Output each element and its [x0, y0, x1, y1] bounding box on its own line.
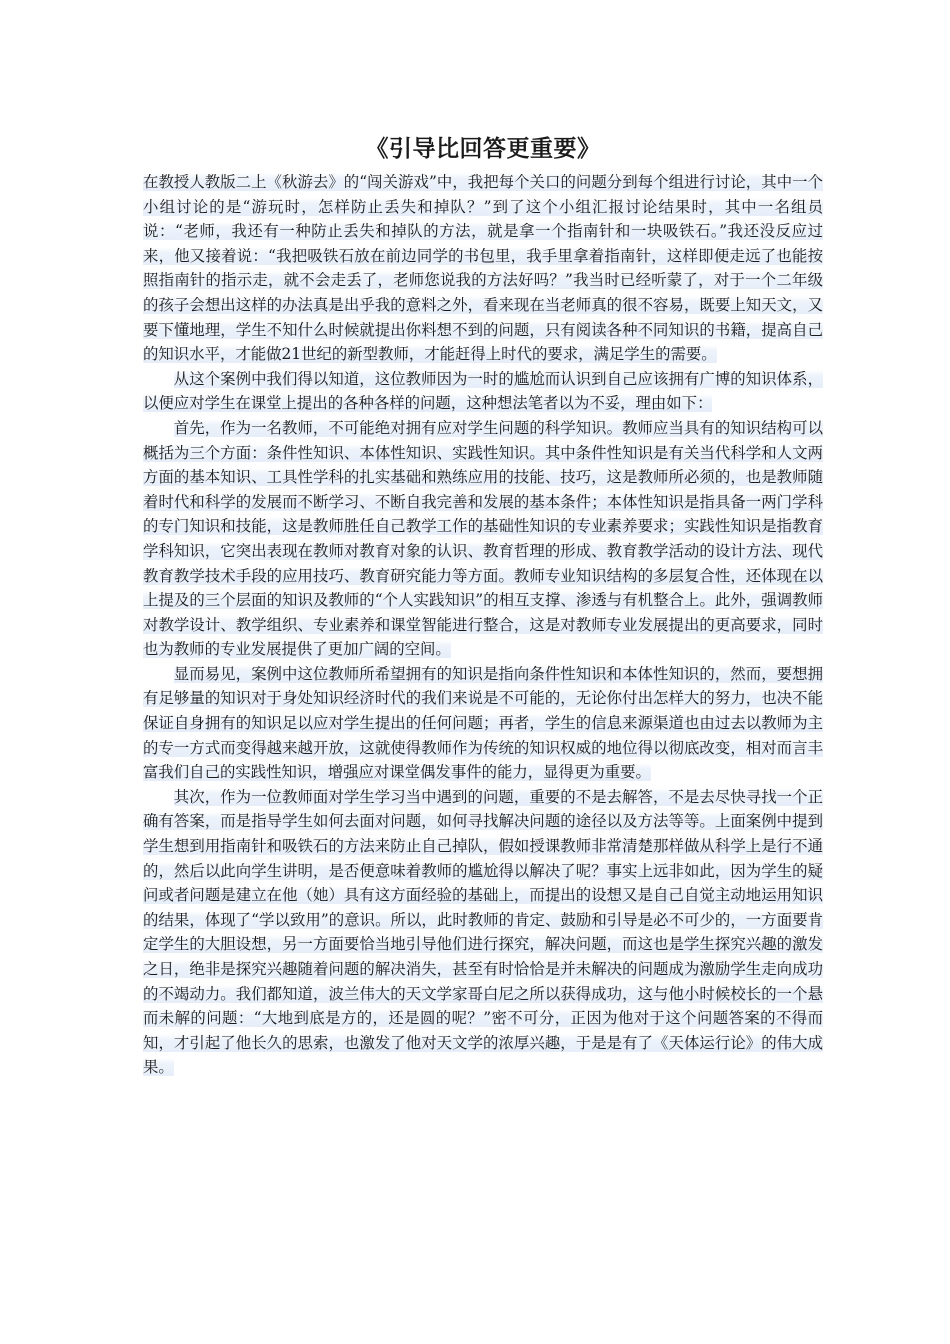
paragraph-first-point: [143, 416, 823, 662]
paragraph-first-point-text: 首先，作为一名教师，不可能绝对拥有应对学生问题的科学知识。教师应当具有的知识结构可以概括为三个方面：条件性知识、本体性知识、实践性知识。其中条件性知识是有关当代科学和人文两方面的基本知识、工具性学科的扎实基础和熟练应用的技能、技巧，这是教师所必须的，也是教师随着时代和科学的发展而不断学习、不断自我完善和发展的基本条件；本体性知识是指具备一两门学科的专门知识和技能，这是教师胜任自己教学工作的基础性知识的专业素养要求；实践性知识是指教育学科知识，它突出表现在教师对教育对象的认识、教育哲理的形成、教育教学活动的设计方法、现代教育教学技术手段的应用技巧、教育研究能力等方面。教师专业知识结构的多层复合性，还体现在以上提及的三个层面的知识及教师的“个人实践知识”的相互支撑、渗透与有机整合上。此外，强调教师对教学设计、教学组织、专业素养和课堂智能进行整合，这是对教师专业发展提出的更高要求，同时也为教师的专业发展提供了更加广阔的空间。: [143, 418, 823, 659]
paragraph-analysis: [143, 367, 823, 416]
paragraph-analysis-text: 从这个案例中我们得以知道，这位教师因为一时的尴尬而认识到自己应该拥有广博的知识体系，以便应对学生在课堂上提出的各种各样的问题，这种想法笔者以为不妥，理由如下：: [143, 369, 823, 413]
paragraph-intro: [143, 170, 823, 367]
document-page: [143, 132, 823, 1080]
paragraph-obvious: [143, 662, 823, 785]
paragraph-second-point: [143, 785, 823, 1080]
paragraph-second-point-text: 其次，作为一位教师面对学生学习当中遇到的问题，重要的不是去解答，不是去尽快寻找一个正确有答案，而是指导学生如何去面对问题，如何寻找解决问题的途径以及方法等等。上面案例中提到学生想到用指南针和吸铁石的方法来防止自己掉队，假如授课教师非常清楚那样做从科学上是行不通的，然后以此向学生讲明，是否便意味着教师的尴尬得以解决了呢？事实上远非如此，因为学生的疑问或者问题是建立在他（她）具有这方面经验的基础上，而提出的设想又是自己自觉主动地运用知识的结果，体现了“学以致用”的意识。所以，此时教师的肯定、鼓励和引导是必不可少的，一方面要肯定学生的大胆设想，另一方面要恰当地引导他们进行探究，解决问题，而这也是学生探究兴趣的激发之日，绝非是探究兴趣随着问题的解决消失，甚至有时恰恰是并未解决的问题成为激励学生走向成功的不竭动力。我们都知道，波兰伟大的天文学家哥白尼之所以获得成功，这与他小时候校长的一个悬而未解的问题：“大地到底是方的，还是圆的呢？”密不可分，正因为他对于这个问题答案的不得而知，才引起了他长久的思索，也激发了他对天文学的浓厚兴趣，于是是有了《天体运行论》的伟大成果。: [143, 787, 823, 1077]
paragraph-obvious-text: 显而易见，案例中这位教师所希望拥有的知识是指向条件性知识和本体性知识的，然而，要想拥有足够量的知识对于身处知识经济时代的我们来说是不可能的，无论你付出怎样大的努力，也决不能保证自身拥有的知识足以应对学生提出的任何问题；再者，学生的信息来源渠道也由过去以教师为主的专一方式而变得越来越开放，这就使得教师作为传统的知识权威的地位得以彻底改变，相对而言丰富我们自己的实践性知识，增强应对课堂偶发事件的能力，显得更为重要。: [143, 664, 823, 782]
document-title: 《引导比回答更重要》: [365, 136, 601, 162]
paragraph-intro-text: 在教授人教版二上《秋游去》的“闯关游戏”中，我把每个关口的问题分到每个组进行讨论，其中一个小组讨论的是“游玩时，怎样防止丢失和掉队？”到了这个小组汇报讨论结果时，其中一名组员说：“老师，我还有一种防止丢失和掉队的方法，就是拿一个指南针和一块吸铁石。”我还没反应过来，他又接着说：“我把吸铁石放在前边同学的书包里，我手里拿着指南针，这样即便走远了也能按照指南针的指示走，就不会走丢了，老师您说我的方法好吗？”我当时已经听蒙了，对于一个二年级的孩子会想出这样的办法真是出乎我的意料之外，看来现在当老师真的很不容易，既要上知天文，又要下懂地理，学生不知什么时候就提出你料想不到的问题，只有阅读各种不同知识的书籍，提高自己的知识水平，才能做21世纪的新型教师，才能赶得上时代的要求，满足学生的需要。: [143, 173, 823, 364]
